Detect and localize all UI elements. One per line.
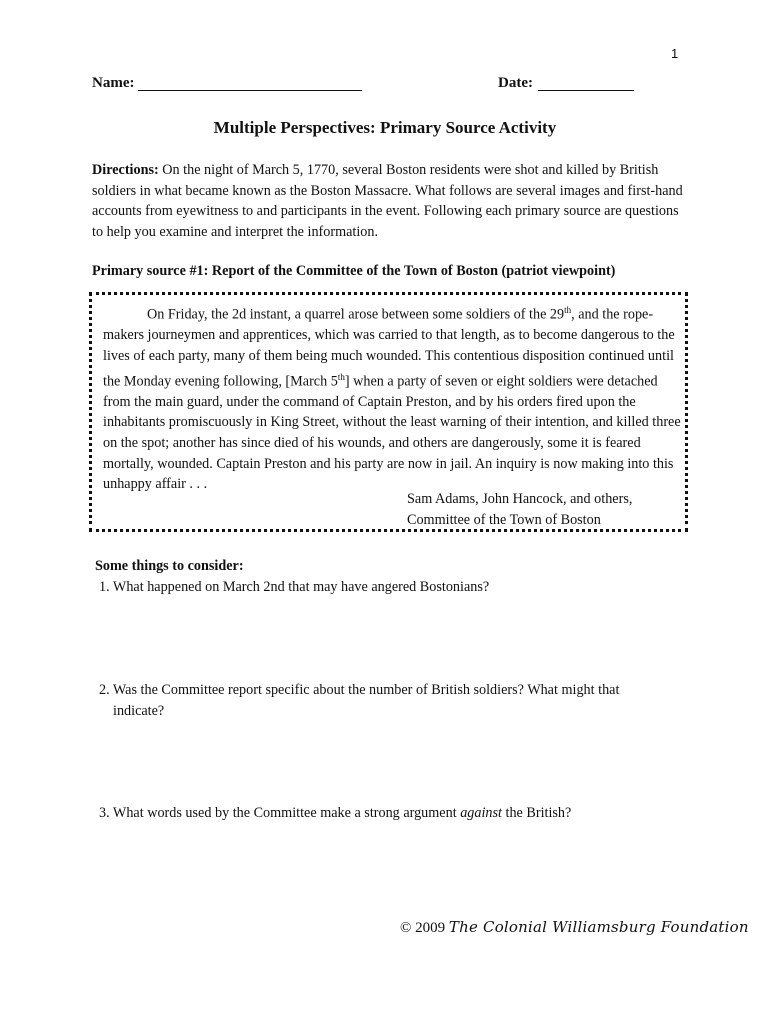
header-row	[92, 75, 652, 97]
question-2	[99, 680, 679, 721]
question-1: 1. What happened on March 2nd that may have angered Bostonians?	[99, 579, 490, 595]
signature-line-2: Committee of the Town of Boston	[407, 511, 601, 528]
date-blank-line	[538, 90, 634, 91]
quote-sup-1: th	[564, 305, 572, 315]
source-1-heading: Primary source #1: Report of the Committee of the Town of Boston (patriot viewpoint)	[92, 263, 616, 279]
question-2-line-2: indicate?	[113, 702, 165, 719]
signature-line-1: Sam Adams, John Hancock, and others,	[407, 491, 633, 507]
page-number: 1	[671, 46, 679, 61]
quote-part-2: , and the rope-makers journeymen and apprentices, which was carried to that length, as to become dangerous to the lives of each party, many of them being much wounded. This contentious disposition continued until the Monday evening following, [March 5	[103, 306, 675, 390]
footer-copyright	[400, 918, 749, 937]
quote-text	[103, 300, 683, 495]
directions-label: Directions:	[92, 162, 159, 178]
consider-heading: Some things to consider:	[95, 558, 244, 574]
directions-paragraph	[92, 160, 692, 242]
date-label: Date:	[498, 75, 533, 91]
directions-text: On the night of March 5, 1770, several Boston residents were shot and killed by British soldiers in what became known as the Boston Massacre. What follows are several images and first-hand accounts from eyewitness to and participants in the event. Following each primary source are questions to help you examine and interpret the information.	[92, 162, 683, 240]
question-3-after: the British?	[501, 805, 572, 821]
name-blank-line	[138, 90, 362, 91]
copyright-text: © 2009	[400, 920, 446, 936]
quote-sup-2: th	[337, 371, 345, 382]
question-2-line-1: 2. Was the Committee report specific about the number of British soldiers? What might that	[99, 682, 620, 698]
question-3-before: 3. What words used by the Committee make a strong argument	[99, 805, 461, 821]
question-3-emphasis: against	[460, 805, 502, 821]
foundation-name: The Colonial Williamsburg Foundation	[448, 918, 749, 936]
quote-part-1: On Friday, the 2d instant, a quarrel arose between some soldiers of the 29	[147, 306, 565, 323]
page-title: Multiple Perspectives: Primary Source Activity	[213, 118, 557, 137]
quote-part-3: ] when a party of seven or eight soldiers were detached from the main guard, under the command of Captain Preston, and by his orders fired upon the inhabitants promiscuously in King Street, without the least warning of their intention, and killed three on the spot; another has since died of his wounds, and others are dangerously, some it is feared mortally, wounded. Captain Preston and his party are now in jail. An inquiry is now making into this unhappy affair . . .	[103, 373, 681, 493]
quote-signature	[407, 489, 632, 530]
name-label: Name:	[92, 75, 135, 91]
question-3	[99, 803, 679, 824]
